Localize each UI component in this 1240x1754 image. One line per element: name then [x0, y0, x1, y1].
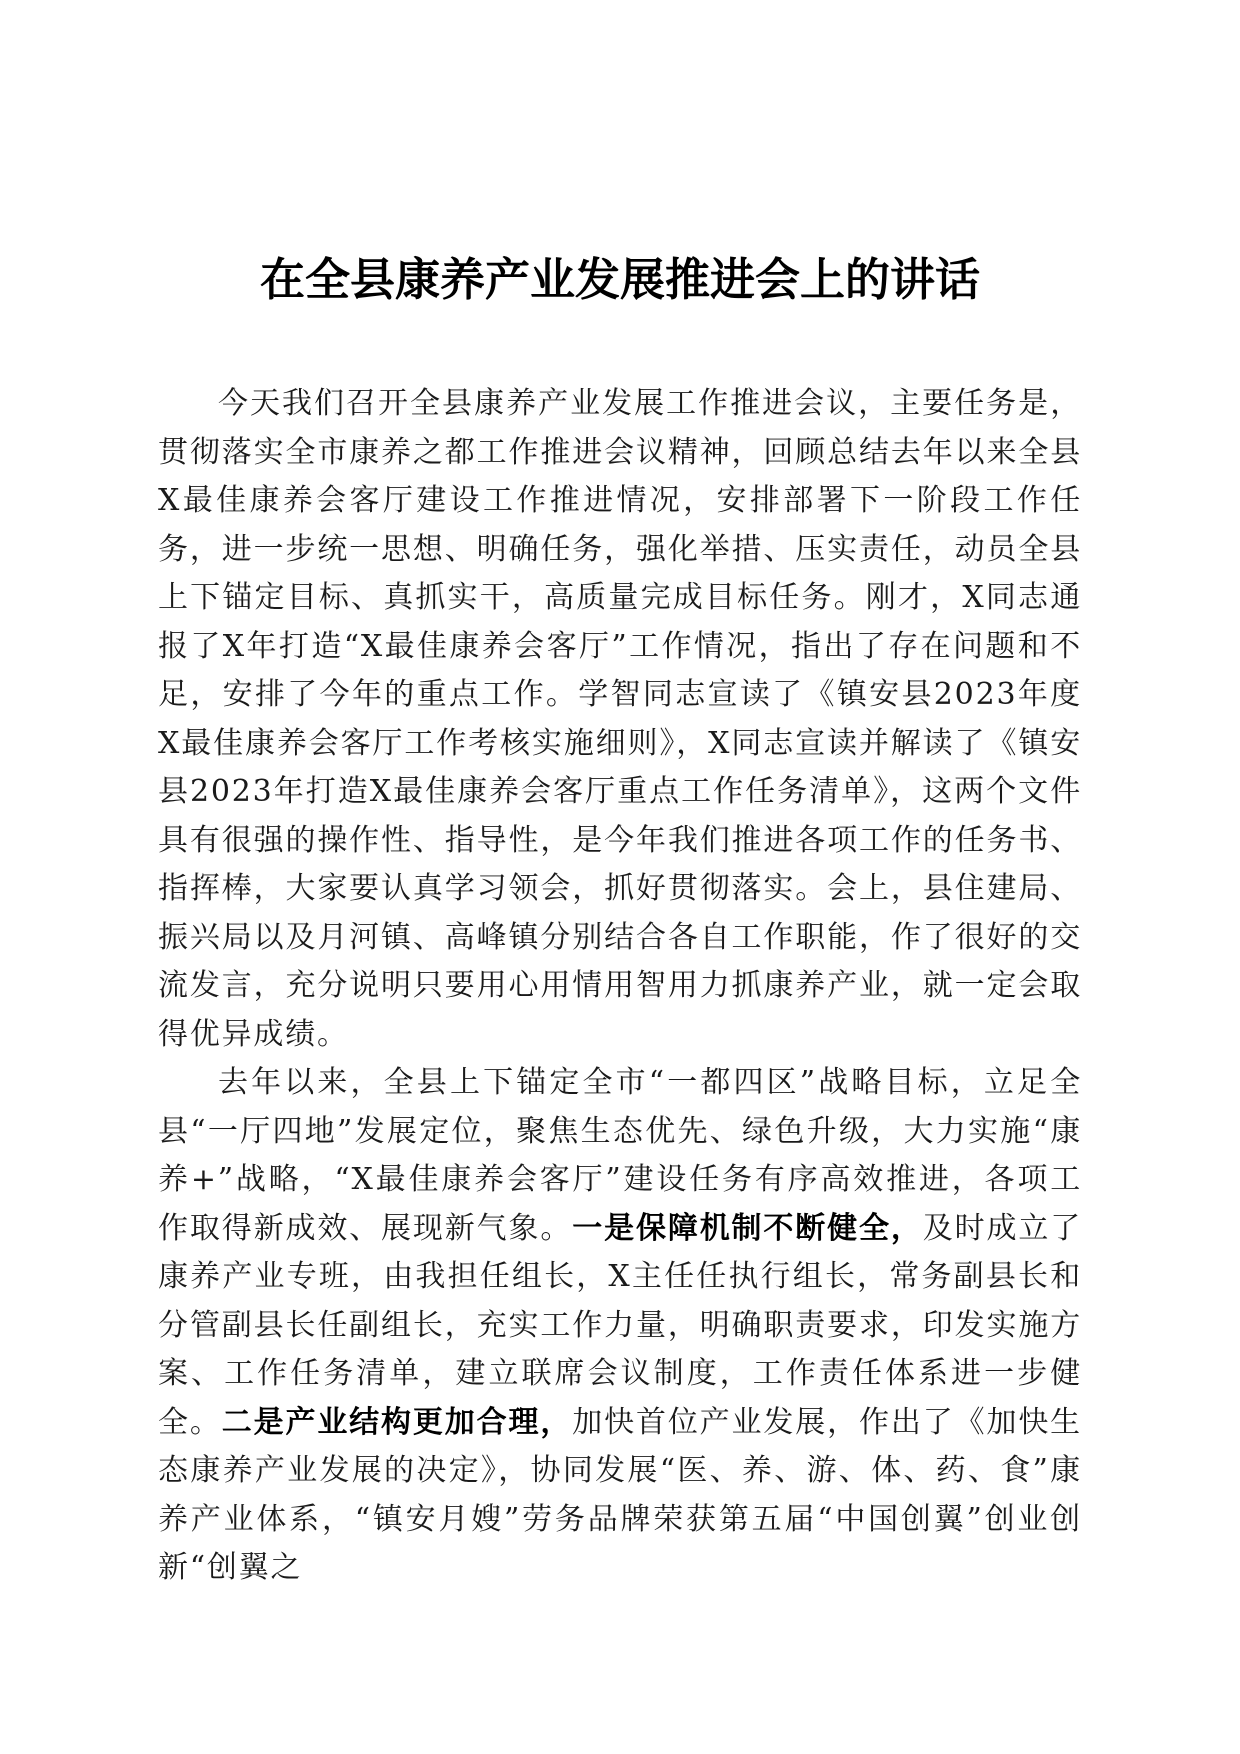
point-2-text: 加快首位产业发展，作出了《加快生态康养产业发展的决定》，协同发展“医、养、游、体、药、食”康养产业体系，“镇安月嫂”劳务品牌荣获第五届“中国创翼”创业创新“创翼之 [158, 1404, 1082, 1585]
paragraph-2 [158, 1059, 1082, 1593]
document-body [158, 380, 1082, 1593]
point-1-text: 及时成立了康养产业专班，由我担任组长，X主任任执行组长，常务副县长和分管副县长任副组长，充实工作力量，明确职责要求，印发实施方案、工作任务清单，建立联席会议制度，工作责任体系进一步健全。 [158, 1210, 1082, 1440]
point-2-heading: 二是产业结构更加合理， [221, 1404, 573, 1440]
point-1-heading: 一是保障机制不断健全， [572, 1210, 923, 1246]
paragraph-2-intro: 去年以来，全县上下锚定全市“一都四区”战略目标，立足全县“一厅四地”发展定位，聚焦生态优先、绿色升级，大力实施“康养+”战略，“X最佳康养会客厅”建设任务有序高效推进，各项工作取得新成效、展现新气象。 [158, 1065, 1082, 1246]
paragraph-1: 今天我们召开全县康养产业发展工作推进会议，主要任务是，贯彻落实全市康养之都工作推进会议精神，回顾总结去年以来全县X最佳康养会客厅建设工作推进情况，安排部署下一阶段工作任务，进一步统一思想、明确任务，强化举措、压实责任，动员全县上下锚定目标、真抓实干，高质量完成目标任务。刚才，X同志通报了X年打造“X最佳康养会客厅”工作情况，指出了存在问题和不足，安排了今年的重点工作。学智同志宣读了《镇安县2023年度X最佳康养会客厅工作考核实施细则》，X同志宣读并解读了《镇安县2023年打造X最佳康养会客厅重点工作任务清单》，这两个文件具有很强的操作性、指导性，是今年我们推进各项工作的任务书、指挥棒，大家要认真学习领会，抓好贯彻落实。会上，县住建局、振兴局以及月河镇、高峰镇分别结合各自工作职能，作了很好的交流发言，充分说明只要用心用情用智用力抓康养产业，就一定会取得优异成绩。 [158, 386, 1082, 1052]
document-title: 在全县康养产业发展推进会上的讲话 [259, 253, 980, 306]
